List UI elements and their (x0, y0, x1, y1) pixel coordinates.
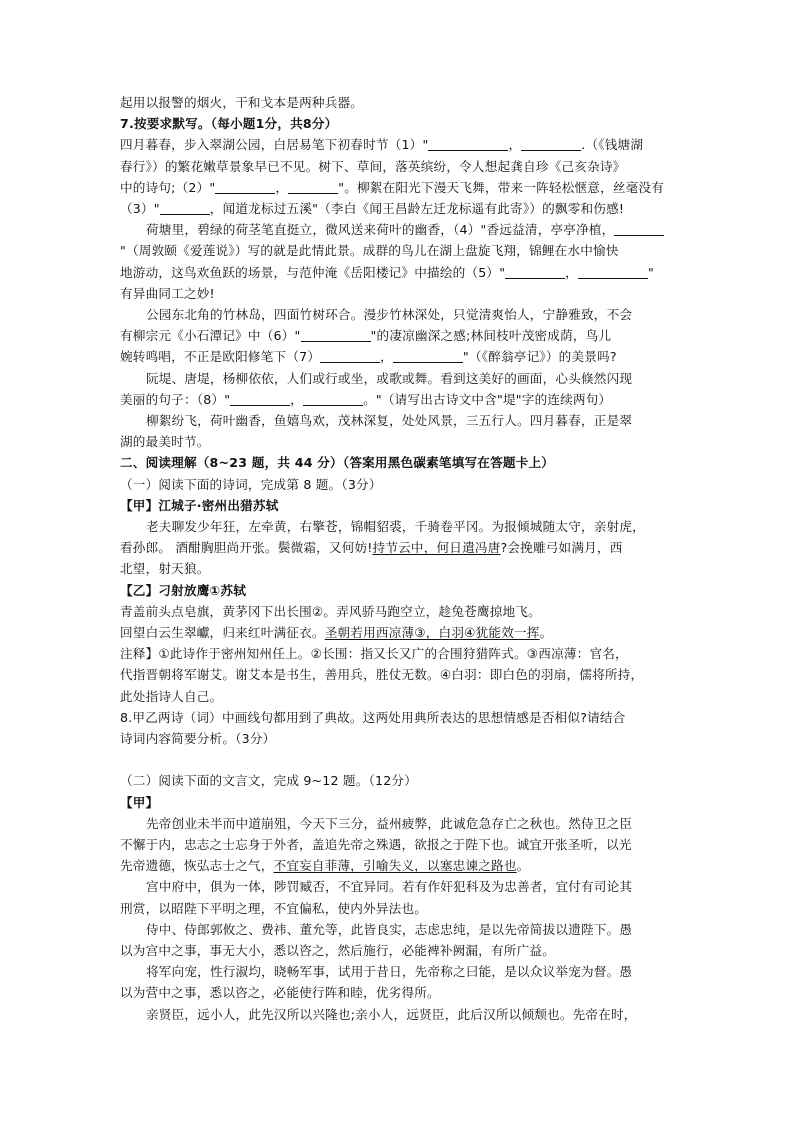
answer-blank[interactable] (301, 327, 371, 342)
annotation: 注释】①此诗作于密州知州任上。②长围：指又长又广的合围狩猎阵式。③西凉薄：官名， (120, 646, 628, 662)
subsection-heading: （二）阅读下面的文言文，完成 9~12 题。（12分） (120, 773, 418, 789)
text-line: 美丽的句子：（8）" ， 。"（请写出古诗文中含"堤"字的连续两句） (120, 391, 612, 407)
text-line: 亲贤臣，远小人，此先汉所以兴隆也;亲小人，远贤臣，此后汉所以倾颓也。先帝在时， (146, 1006, 637, 1022)
answer-blank[interactable] (521, 136, 581, 151)
text-line: （3）" ，闻道龙标过五溪"（李白《闻王昌龄左迁龙标遥有此寄》）的飘零和伤感! (120, 201, 625, 217)
text-line: 先帝创业未半而中道崩殂，今天下三分，益州疲弊，此诚危急存亡之秋也。然侍卫之臣 (146, 815, 633, 831)
answer-space (120, 749, 680, 770)
text-line: 老夫聊发少年狂，左牵黄，右擎苍，锦帽貂裘，千骑卷平冈。为报倾城随太守，亲射虎， (146, 519, 645, 535)
text-line: 春行》）的繁花嫩草景象早已不见。树下、草间，落英缤纷，令人想起龚自珍《己亥杂诗》 (120, 158, 626, 174)
text-line: 回望白云生翠巘，归来红叶满征衣。圣朝若用西凉薄③，白羽④犹能效一挥。 (120, 625, 553, 641)
document-page (120, 92, 680, 1025)
annotation: 此处指诗人自己。 (120, 688, 223, 704)
text-line: 宫中府中，俱为一体，陟罚臧否，不宜异同。若有作奸犯科及为忠善者，宜付有司论其 (146, 879, 633, 895)
answer-blank[interactable] (505, 264, 565, 279)
passage-label-jia: 【甲】 (120, 794, 159, 810)
answer-blank[interactable] (614, 221, 664, 236)
text-line: 有异曲同工之妙! (120, 285, 215, 301)
text-line: 看孙郎。 酒酣胸胆尚开张。鬓微霜，又何妨!持节云中，何日遣冯唐?会挽雕弓如满月，西 (120, 540, 623, 556)
text-line: 以为宫中之事，事无大小，悉以咨之，然后施行，必能裨补阙漏，有所广益。 (120, 942, 555, 958)
subsection-heading: （一）阅读下面的诗词，完成第 8 题。（3分） (120, 476, 382, 492)
text-line: 起用以报警的烟火，干和戈本是两种兵器。 (120, 95, 364, 110)
text-line: 阮堤、唐堤，杨柳依依，人们或行或坐，或歌或舞。看到这美好的画面，心头倏然闪现 (146, 370, 633, 386)
text-line: 北望，射天狼。 (120, 561, 210, 577)
text-line: 侍中、侍郎郭攸之、费祎、董允等，此皆良实，志虑忠纯，是以先帝简拔以遗陛下。愚 (146, 921, 633, 937)
text-line: 刑赏，以昭陛下平明之理，不宜偏私，使内外异法也。 (120, 900, 428, 916)
annotation: 代指晋朝将军谢艾。谢艾本是书生，善用兵，胜仗无数。④白羽：即白色的羽扇，儒将所持， (120, 667, 644, 683)
text-line: 婉转鸣唱，不正是欧阳修笔下（7） ， "（《醉翁亭记》）的美景吗? (120, 349, 617, 365)
text-line: 公园东北角的竹林岛，四面竹树环合。漫步竹林深处，只觉清爽怡人，宁静雅致，不会 (146, 307, 633, 323)
underlined-sentence: 不宜妄自菲薄，引喻失义，以塞忠谏之路也 (273, 858, 517, 874)
answer-blank[interactable] (215, 179, 275, 194)
text-line: "（周敦颐《爱莲说》）写的就是此情此景。成群的鸟儿在湖上盘旋飞翔，锦鲤在水中愉快 (120, 243, 619, 259)
underlined-allusion: 持节云中，何日遣冯唐 (372, 540, 501, 556)
text-line: 有柳宗元《小石潭记》中（6）" "的凄凉幽深之感;林间枝叶茂密成荫，鸟儿 (120, 328, 612, 344)
answer-blank[interactable] (303, 391, 363, 406)
poem-title-jia: 【甲】江城子·密州出猎苏轼 (120, 497, 279, 513)
text-line: 荷塘里，碧绿的荷茎笔直挺立，微风送来荷叶的幽香，（4）"香远益清，亭亭净植， (120, 219, 680, 240)
question-8: 8.甲乙两诗（词）中画线句都用到了典故。这两处用典所表达的思想情感是否相似?请结合 (120, 709, 626, 725)
answer-blank[interactable] (428, 136, 508, 151)
section-heading: 二、阅读理解（8~23 题，共 44 分）（答案用黑色碳素笔填写在答题卡上） (120, 455, 555, 471)
answer-blank[interactable] (288, 179, 338, 194)
answer-blank[interactable] (578, 264, 648, 279)
answer-blank[interactable] (230, 391, 290, 406)
text-line: 四月暮春，步入翠湖公园，白居易笔下初春时节（1）" ， .（《钱塘湖 (120, 137, 644, 153)
text-line: 青盖前头点皂旗，黄茅冈下出长围②。弄风骄马跑空立，趁兔苍鹰掠地飞。 (120, 603, 541, 619)
poem-title-yi: 【乙】刁射放鹰①苏轼 (120, 582, 247, 598)
text-line: 不懈于内，忠志之士忘身于外者，盖追先帝之殊遇，欲报之于陛下也。诚宜开张圣听，以光 (120, 836, 632, 852)
question-8: 诗词内容简要分析。（3分） (120, 731, 276, 747)
answer-blank[interactable] (160, 200, 210, 215)
text-line: 中的诗句;（2）" ， "。柳絮在阳光下漫天飞舞，带来一阵轻松惬意，丝毫没有 (120, 179, 665, 195)
text-line: 以为营中之事，悉以咨之，必能使行阵和睦，优劣得所。 (120, 985, 440, 1001)
text-line: 先帝遗德，恢弘志士之气，不宜妄自菲薄，引喻失义，以塞忠谏之路也。 (120, 858, 530, 874)
underlined-allusion: 圣朝若用西凉薄③，白羽④犹能效一挥 (324, 625, 540, 641)
question-7-heading: 7.按要求默写。（每小题1分，共8分） (120, 116, 338, 132)
text-line: 柳絮纷飞，荷叶幽香，鱼嬉鸟欢，茂林深复，处处风景，三五行人。四月暮春，正是翠 (146, 413, 633, 429)
answer-blank[interactable] (393, 348, 463, 363)
text-line: 地游动，这鸟欢鱼跃的场景，与范仲淹《岳阳楼记》中描绘的（5）" ， " (120, 264, 655, 280)
text-line: 将军向宠，性行淑均，晓畅军事，试用于昔日，先帝称之曰能，是以众议举宠为督。愚 (146, 964, 633, 980)
text-line: 湖的最美时节。 (120, 434, 210, 450)
answer-blank[interactable] (320, 348, 380, 363)
